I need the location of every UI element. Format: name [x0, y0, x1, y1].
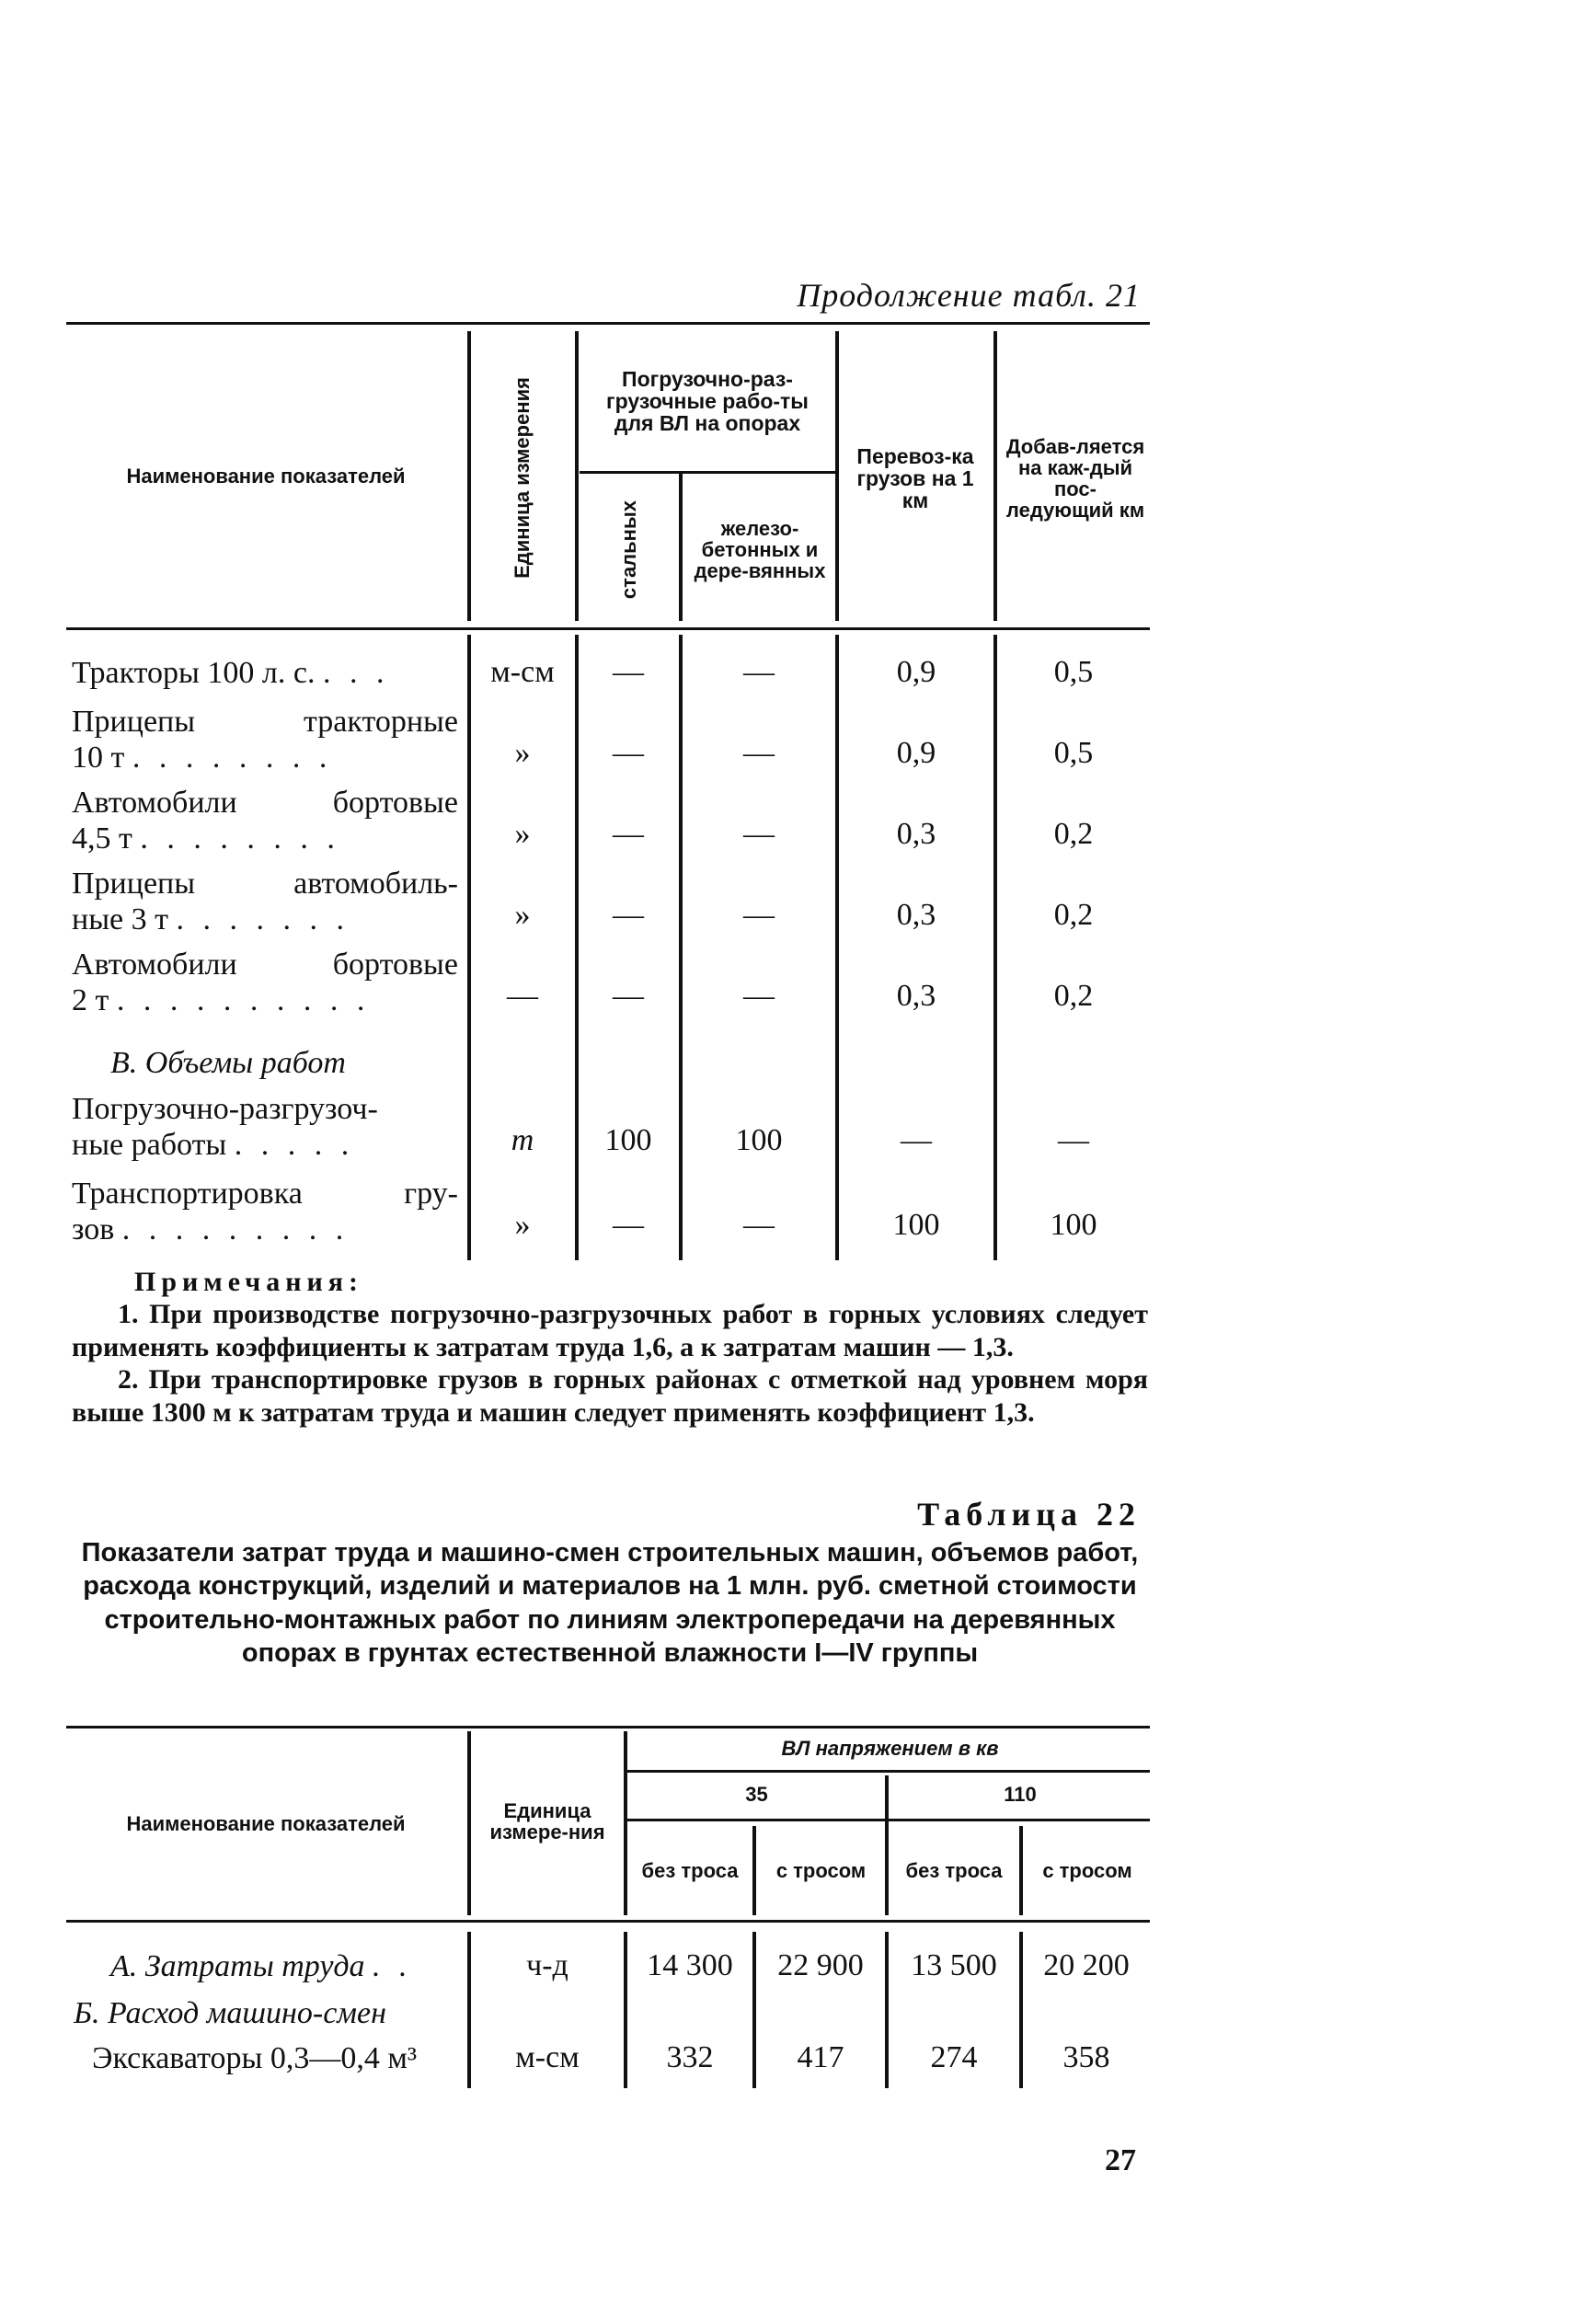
header-35-with: с тросом — [775, 1859, 867, 1883]
header-110-without: без троса — [905, 1859, 1003, 1883]
row-unit: » — [514, 1208, 531, 1242]
header-110: 110 — [1004, 1783, 1037, 1807]
header-35: 35 — [745, 1783, 768, 1807]
row-unit: м-см — [515, 2040, 580, 2074]
header-transport: Перевоз-ка грузов на 1 км — [856, 443, 974, 513]
header-steel: стальных — [617, 500, 641, 600]
notes-heading: Примечания: — [134, 1267, 364, 1297]
col-divider — [679, 635, 683, 1260]
row-concrete: 100 — [735, 1123, 783, 1157]
row-name: Транспортировка гру- зов . . . . . . . . . — [72, 1177, 458, 1247]
table-22-title: Показатели затрат труда и машино-смен строительных машин, объемов работ, расхода конструкций, изделий и материалов на 1 млн. руб. сметной стоимости строительно-монтажных работ по линиям электропередачи на деревянных опорах в грунтах естественной влажности I—IV группы — [81, 1538, 1139, 1668]
header-unit-cell — [471, 331, 574, 624]
row-steel: — — [613, 898, 644, 932]
row-value: 358 — [1062, 2040, 1110, 2074]
row-name: Погрузочно-разгрузоч- ные работы . . . . . — [72, 1092, 378, 1163]
row-value: 22 900 — [777, 1948, 864, 1982]
col-divider — [575, 635, 579, 1260]
row-name: Автомобили бортовые 2 т . . . . . . . . . . — [72, 948, 458, 1018]
row-steel: — — [613, 736, 644, 770]
row-concrete: — — [743, 655, 775, 689]
page-number: 27 — [1105, 2143, 1136, 2177]
col-divider — [835, 635, 839, 1260]
row-transport: — — [901, 1123, 932, 1157]
row-transport: 0,9 — [896, 655, 936, 689]
col-divider — [993, 331, 997, 621]
continuation-title: Продолжение табл. 21 — [797, 277, 1141, 314]
row-unit: т — [511, 1123, 534, 1157]
header-bottom-rule — [66, 627, 1150, 630]
header-name: Наименование показателей — [126, 464, 406, 488]
row-concrete: — — [743, 736, 775, 770]
row-name: Автомобили бортовые 4,5 т . . . . . . . . — [72, 786, 458, 856]
row-additional: — — [1058, 1123, 1089, 1157]
col-divider — [467, 635, 471, 1260]
row-transport: 0,9 — [896, 736, 936, 770]
header-additional: Добав-ляется на каж-дый пос-ледующий км — [1005, 434, 1145, 523]
row-steel: 100 — [604, 1123, 652, 1157]
table-top-rule — [66, 322, 1150, 325]
header-bottom-rule — [66, 1920, 1150, 1923]
row-unit: ч-д — [526, 1948, 568, 1982]
table-22-label: Таблица 22 — [917, 1496, 1141, 1533]
header-voltage: ВЛ напряжением в кв — [781, 1737, 999, 1761]
row-steel: — — [613, 655, 644, 689]
row-transport: 0,3 — [896, 817, 936, 851]
col-divider — [885, 1775, 889, 1915]
row-name: Прицепы тракторные 10 т . . . . . . . . — [72, 705, 458, 775]
row-value: 417 — [797, 2040, 844, 2074]
col-divider — [835, 331, 839, 621]
col-divider — [993, 635, 997, 1260]
header-name: Наименование показателей — [126, 1811, 406, 1835]
row-unit: » — [514, 736, 531, 770]
note-item: 2. При транспортировке грузов в горных районах с отметкой над уровнем моря выше 1300 м к затратам труда и машин следует применять коэффициент 1,3. — [72, 1364, 1148, 1428]
row-unit: м-см — [490, 655, 555, 689]
header-35-without: без троса — [641, 1859, 739, 1883]
section-b-title: Б. Расход машино-смен — [74, 1996, 386, 2030]
row-unit: — — [507, 979, 538, 1013]
row-name: А. Затраты труда . . — [110, 1949, 413, 1983]
header-concrete: железо-бетонных и дере-вянных — [694, 516, 826, 583]
row-additional: 0,5 — [1053, 736, 1094, 770]
row-transport: 100 — [892, 1208, 940, 1242]
section-b-title: В. Объемы работ — [110, 1046, 346, 1080]
row-concrete: — — [743, 1208, 775, 1242]
row-additional: 0,2 — [1053, 898, 1094, 932]
header-110-with: с тросом — [1042, 1859, 1132, 1883]
col-divider — [752, 1826, 756, 1915]
row-steel: — — [613, 817, 644, 851]
col-divider — [575, 331, 579, 621]
row-concrete: — — [743, 979, 775, 1013]
col-divider — [467, 1731, 471, 1915]
row-unit: » — [514, 817, 531, 851]
row-value: 13 500 — [911, 1948, 997, 1982]
row-steel: — — [613, 1208, 644, 1242]
row-value: 14 300 — [647, 1948, 733, 1982]
row-additional: 0,5 — [1053, 655, 1094, 689]
row-steel: — — [613, 979, 644, 1013]
notes — [72, 1266, 1148, 1429]
row-concrete: — — [743, 898, 775, 932]
header-unit: Единица измерения — [511, 376, 534, 579]
row-name: Тракторы 100 л. с. . . . — [72, 656, 390, 690]
note-item: 1. При производстве погрузочно-разгрузочных работ в горных условиях следует применять коэффициенты к затратам труда 1,6, а к затратам машин — 1,3. — [72, 1299, 1148, 1362]
row-transport: 0,3 — [896, 979, 936, 1013]
row-value: 332 — [666, 2040, 714, 2074]
row-additional: 0,2 — [1053, 979, 1094, 1013]
row-additional: 100 — [1050, 1208, 1097, 1242]
row-value: 274 — [930, 2040, 978, 2074]
row-additional: 0,2 — [1053, 817, 1094, 851]
header-steel-cell — [581, 477, 677, 624]
row-transport: 0,3 — [896, 898, 936, 932]
header-unit: Единица измере-ния — [489, 1798, 605, 1843]
header-loading: Погрузочно-раз-грузочные рабо-ты для ВЛ на опорах — [606, 366, 809, 436]
col-divider — [1019, 1826, 1023, 1915]
row-value: 20 200 — [1043, 1948, 1130, 1982]
header-sub-rule — [580, 471, 835, 474]
col-divider — [679, 471, 683, 621]
row-name: Прицепы автомобиль- ные 3 т . . . . . . . — [72, 867, 458, 937]
col-divider — [624, 1731, 627, 1915]
row-concrete: — — [743, 817, 775, 851]
table-top-rule — [66, 1726, 1150, 1728]
row-name: Экскаваторы 0,3—0,4 м³ — [92, 2041, 418, 2075]
row-unit: » — [514, 898, 531, 932]
header-sub-rule — [626, 1770, 1150, 1773]
